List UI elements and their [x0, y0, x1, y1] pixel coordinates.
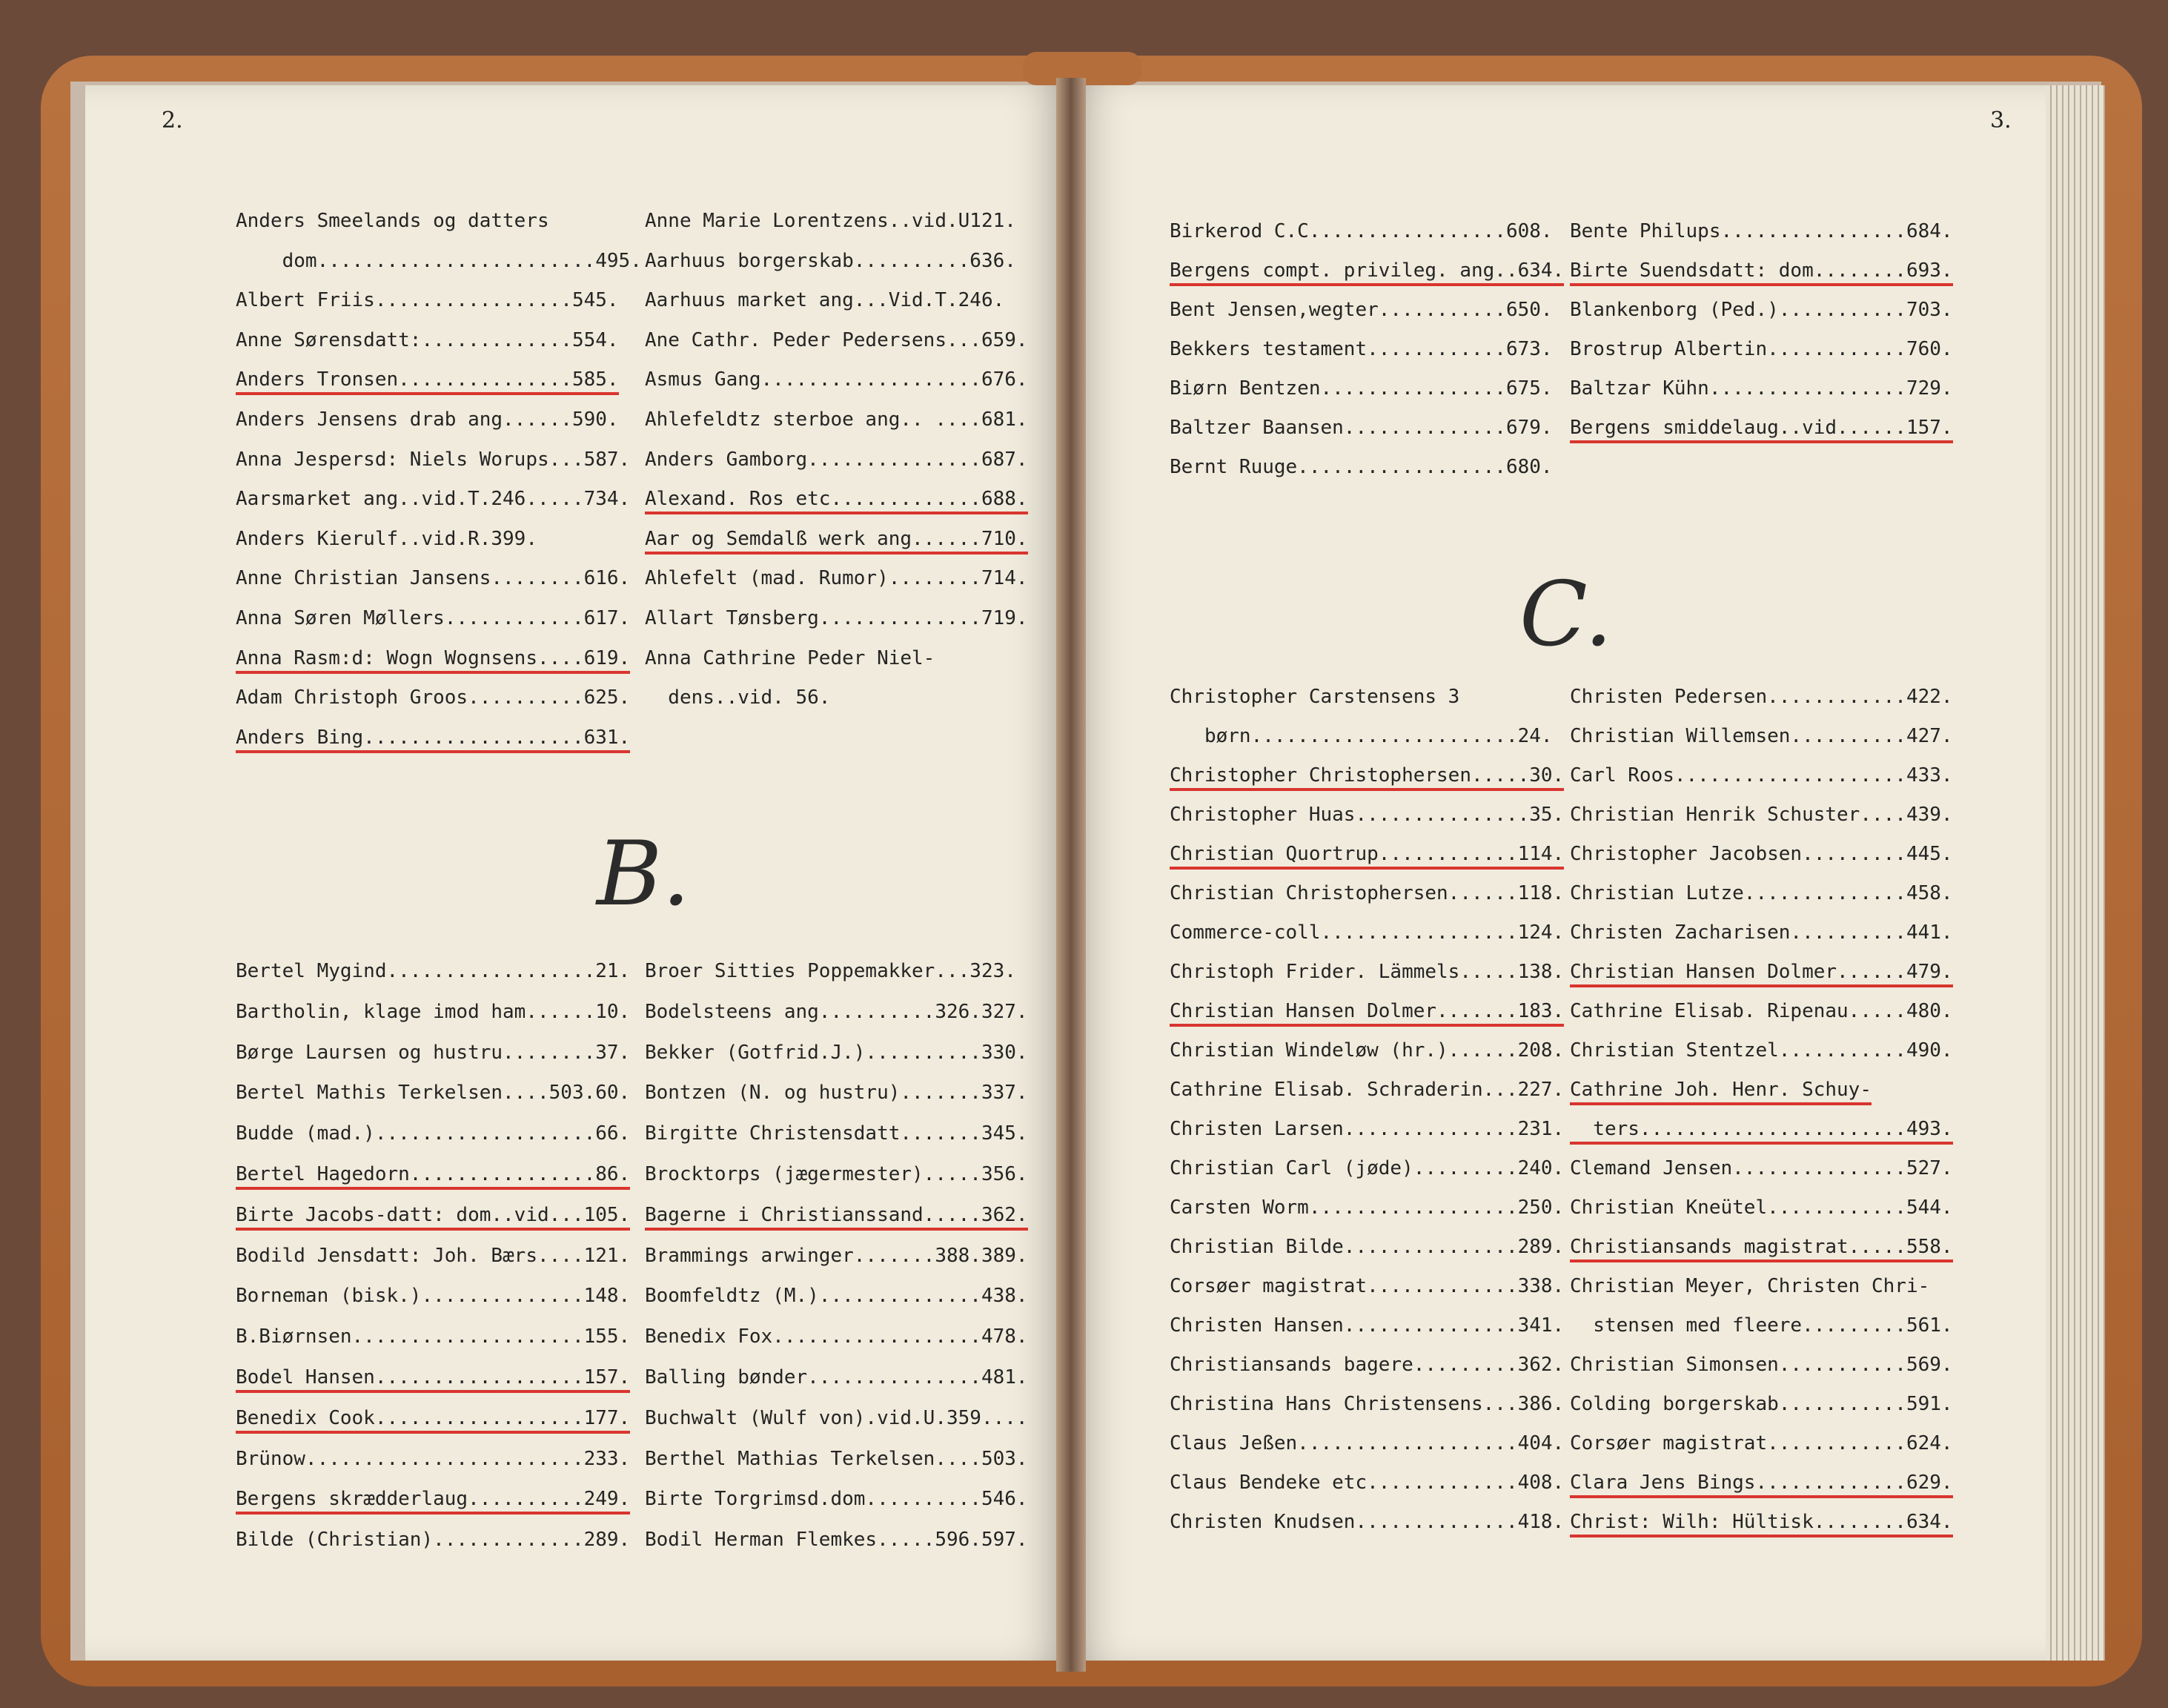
index-entry: Bartholin, klage imod ham......10. — [236, 1000, 631, 1023]
index-entry: Blankenborg (Ped.)...........703. — [1570, 299, 1953, 321]
index-entry: Anders Gamborg...............687. — [645, 448, 1028, 471]
page-edges — [2046, 85, 2105, 1661]
index-entry: Alexand. Ros etc.............688. — [645, 488, 1028, 514]
index-entry: Brammings arwinger.......388.389. — [645, 1244, 1028, 1267]
index-entry: Christopher Jacobsen.........445. — [1570, 843, 1953, 865]
index-entry: Christoph Frider. Lämmels.....138. — [1170, 961, 1565, 983]
index-entry: Colding borgerskab...........591. — [1570, 1393, 1953, 1415]
index-entry: Borneman (bisk.)..............148. — [236, 1285, 631, 1308]
index-entry: Biørn Bentzen................675. — [1170, 377, 1553, 400]
index-entry: Anne Christian Jansens........616. — [236, 567, 631, 590]
index-entry: Carl Roos....................433. — [1570, 764, 1953, 787]
index-entry: Anna Cathrine Peder Niel- — [645, 646, 935, 669]
index-entry: Christian Kneütel............544. — [1570, 1196, 1953, 1219]
index-entry: Birte Jacobs-datt: dom..vid...105. — [236, 1204, 630, 1231]
left-page-number: 2. — [162, 107, 183, 133]
index-entry: Anna Jespersd: Niels Worups...587. — [236, 448, 631, 471]
index-entry: Corsøer magistrat.............338. — [1170, 1275, 1565, 1297]
index-entry: Cathrine Elisab. Ripenau.....480. — [1570, 1000, 1953, 1022]
index-entry: Christen Zacharisen..........441. — [1570, 921, 1953, 944]
index-entry: Christen Larsen...............231. — [1170, 1118, 1565, 1140]
index-entry: Christian Stentzel...........490. — [1570, 1039, 1953, 1062]
index-entry: Benedix Cook..................177. — [236, 1407, 630, 1434]
right-page — [1075, 85, 2046, 1661]
index-entry: Christopher Huas...............35. — [1170, 804, 1565, 826]
index-entry: Claus Bendeke etc.............408. — [1170, 1472, 1565, 1494]
index-entry: Christian Willemsen..........427. — [1570, 725, 1953, 747]
index-entry: Christian Meyer, Christen Chri- — [1570, 1275, 1930, 1297]
index-entry: Bent Jensen,wegter...........650. — [1170, 299, 1553, 321]
index-entry: Birte Suendsdatt: dom........693. — [1570, 259, 1953, 286]
index-entry: Ahlefelt (mad. Rumor)........714. — [645, 567, 1028, 590]
index-entry: Birgitte Christensdatt.......345. — [645, 1122, 1028, 1145]
index-entry: Aarhuus market ang...Vid.T.246. — [645, 289, 1005, 312]
index-entry: Bekkers testament............673. — [1170, 338, 1553, 360]
index-entry: Christiansands bagere.........362. — [1170, 1354, 1565, 1376]
section-letter-c: C. — [1519, 563, 1613, 666]
index-entry: Christian Henrik Schuster....439. — [1570, 804, 1953, 826]
index-entry: Cathrine Elisab. Schraderin...227. — [1170, 1079, 1565, 1101]
index-entry: Anne Sørensdatt:.............554. — [236, 328, 619, 351]
index-entry: Bodel Hansen..................157. — [236, 1366, 630, 1393]
index-entry: Bodelsteens ang..........326.327. — [645, 1000, 1028, 1023]
index-entry: Bekker (Gotfrid.J.)..........330. — [645, 1041, 1028, 1064]
index-entry: Baltzar Kühn.................729. — [1570, 377, 1953, 400]
index-entry: Anne Marie Lorentzens..vid.U121. — [645, 210, 1016, 232]
index-entry: Anders Kierulf..vid.R.399. — [236, 527, 537, 550]
index-entry: Aarhuus borgerskab..........636. — [645, 249, 1016, 272]
index-entry: Christ: Wilh: Hültisk........634. — [1570, 1511, 1953, 1537]
index-entry: Bertel Mygind..................21. — [236, 960, 631, 982]
index-entry: Christian Hansen Dolmer......479. — [1570, 961, 1953, 987]
index-entry: Bontzen (N. og hustru).......337. — [645, 1082, 1028, 1105]
index-entry: Anders Bing...................631. — [236, 726, 630, 753]
index-entry: Boomfeldtz (M.)..............438. — [645, 1285, 1028, 1308]
index-entry: Bodild Jensdatt: Joh. Bærs....121. — [236, 1244, 631, 1267]
index-entry: Bilde (Christian).............289. — [236, 1529, 631, 1552]
index-entry: Budde (mad.)...................66. — [236, 1122, 631, 1145]
index-entry: Anders Tronsen...............585. — [236, 368, 619, 395]
index-entry: ters.......................493. — [1570, 1118, 1953, 1145]
index-entry: Anna Søren Møllers............617. — [236, 607, 631, 629]
index-entry: Børge Laursen og hustru........37. — [236, 1041, 631, 1064]
index-entry: Adam Christoph Groos..........625. — [236, 686, 631, 709]
index-entry: Commerce-coll.................124. — [1170, 921, 1565, 944]
index-entry: Christian Carl (jøde).........240. — [1170, 1157, 1565, 1179]
index-entry: Christina Hans Christensens...386. — [1170, 1393, 1565, 1415]
index-entry: Berthel Mathias Terkelsen....503. — [645, 1447, 1028, 1470]
index-entry: Bagerne i Christianssand.....362. — [645, 1204, 1028, 1231]
index-entry: Anders Jensens drab ang......590. — [236, 408, 619, 431]
index-entry: B.Biørnsen....................155. — [236, 1325, 631, 1348]
index-entry: Bergens skrædderlaug..........249. — [236, 1488, 630, 1515]
index-entry: Bertel Hagedorn................86. — [236, 1163, 630, 1190]
index-entry: Christian Quortrup............114. — [1170, 843, 1564, 870]
index-entry: Brünow........................233. — [236, 1447, 631, 1470]
index-entry: Anna Rasm:d: Wogn Wognsens....619. — [236, 647, 630, 674]
index-entry: Christian Simonsen...........569. — [1570, 1354, 1953, 1376]
index-entry: Bodil Herman Flemkes.....596.597. — [645, 1529, 1028, 1552]
index-entry: Bente Philups................684. — [1570, 220, 1953, 242]
index-entry: stensen med fleere.........561. — [1570, 1314, 1953, 1337]
index-entry: Carsten Worm..................250. — [1170, 1196, 1565, 1219]
index-entry: Claus Jeßen...................404. — [1170, 1432, 1565, 1454]
index-entry: Balling bønder...............481. — [645, 1366, 1028, 1388]
index-entry: Christopher Carstensens 3 — [1170, 686, 1460, 708]
index-entry: Christiansands magistrat.....558. — [1570, 1236, 1953, 1262]
index-entry: Birkerod C.C.................608. — [1170, 220, 1553, 242]
index-entry: Benedix Fox..................478. — [645, 1325, 1028, 1348]
index-entry: Birte Torgrimsd.dom..........546. — [645, 1488, 1028, 1511]
book-gutter — [1056, 78, 1086, 1672]
index-entry: Aar og Semdalß werk ang......710. — [645, 528, 1028, 555]
index-entry: Brostrup Albertin............760. — [1570, 338, 1953, 360]
index-entry: Christian Lutze..............458. — [1570, 882, 1953, 904]
index-entry: Christian Bilde...............289. — [1170, 1236, 1565, 1258]
index-entry: Broer Sitties Poppemakker...323. — [645, 960, 1016, 982]
index-entry: Cathrine Joh. Henr. Schuy- — [1570, 1079, 1872, 1105]
index-entry: Bergens smiddelaug..vid......157. — [1570, 417, 1953, 443]
index-entry: Bertel Mathis Terkelsen....503.60. — [236, 1082, 631, 1105]
index-entry: Christian Christophersen......118. — [1170, 882, 1565, 904]
index-entry: Christian Hansen Dolmer.......183. — [1170, 1000, 1564, 1027]
index-entry: Ane Cathr. Peder Pedersens...659. — [645, 328, 1028, 351]
index-entry: dom........................495. — [236, 249, 642, 272]
index-entry: Christen Pedersen............422. — [1570, 686, 1953, 708]
index-entry: Bernt Ruuge..................680. — [1170, 456, 1553, 478]
index-entry: Baltzer Baansen..............679. — [1170, 417, 1553, 439]
index-entry: Bergens compt. privileg. ang..634. — [1170, 259, 1564, 286]
index-entry: Anders Smeelands og datters — [236, 210, 549, 232]
index-entry: børn.......................24. — [1170, 725, 1553, 747]
index-entry: Christian Windeløw (hr.)......208. — [1170, 1039, 1565, 1062]
index-entry: Aarsmarket ang..vid.T.246.....734. — [236, 488, 631, 511]
index-entry: Ahlefeldtz sterboe ang.. ....681. — [645, 408, 1028, 431]
index-entry: Allart Tønsberg..............719. — [645, 607, 1028, 629]
index-entry: Clara Jens Bings.............629. — [1570, 1472, 1953, 1498]
index-entry: dens..vid. 56. — [645, 686, 831, 709]
index-entry: Albert Friis.................545. — [236, 289, 619, 312]
index-entry: Christopher Christophersen.....30. — [1170, 764, 1564, 791]
index-entry: Christen Knudsen..............418. — [1170, 1511, 1565, 1533]
index-entry: Brocktorps (jægermester).....356. — [645, 1163, 1028, 1185]
right-page-number: 3. — [1990, 107, 2012, 133]
index-entry: Corsøer magistrat............624. — [1570, 1432, 1953, 1454]
index-entry: Buchwalt (Wulf von).vid.U.359.... — [645, 1406, 1028, 1429]
index-entry: Christen Hansen...............341. — [1170, 1314, 1565, 1337]
index-entry: Clemand Jensen...............527. — [1570, 1157, 1953, 1179]
index-entry: Asmus Gang...................676. — [645, 368, 1028, 391]
section-letter-b: B. — [597, 823, 691, 926]
